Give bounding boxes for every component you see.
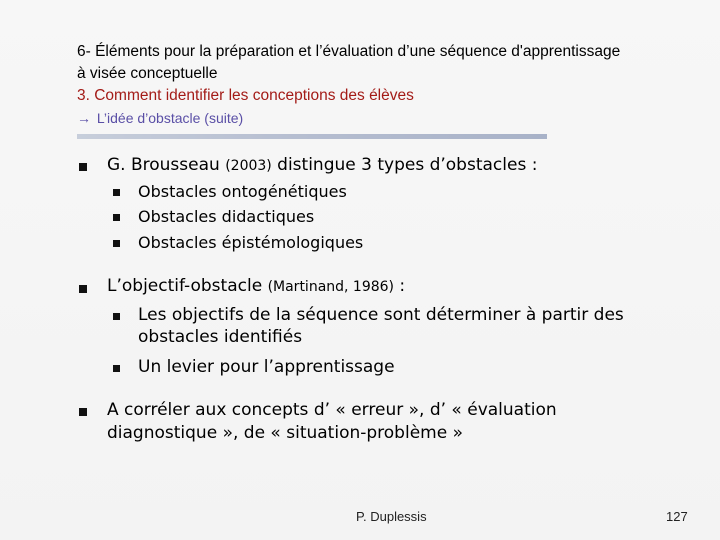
slide-header xyxy=(77,41,707,129)
list-item-text: G. Brousseau xyxy=(107,155,226,175)
sub-item: Obstacles épistémologiques xyxy=(138,233,364,252)
list-item-brousseau xyxy=(107,155,537,175)
list-item-text: : xyxy=(394,276,406,296)
list-item-correler xyxy=(107,400,557,443)
sub-item: Obstacles didactiques xyxy=(138,207,315,226)
sub-item: Un levier pour l’apprentissage xyxy=(138,357,395,377)
slide-title-line1: 6- Éléments pour la préparation et l’évaluation d’une séquence d'apprentissage xyxy=(77,43,621,60)
footer-author: P. Duplessis xyxy=(356,509,427,524)
list-item-text: L’objectif-obstacle xyxy=(107,276,268,296)
sub-item-line: Les objectifs de la séquence sont déterminer à partir des xyxy=(138,305,624,325)
bullet-icon xyxy=(113,214,120,221)
slide-subtitle: 3. Comment identifier les conceptions des élèves xyxy=(77,87,414,104)
sub-item: Obstacles ontogénétiques xyxy=(138,182,347,201)
bullet-icon xyxy=(79,285,87,293)
bullet-icon xyxy=(113,313,120,320)
list-item-line: diagnostique », de « situation-problème » xyxy=(107,423,463,443)
bullet-icon xyxy=(113,240,120,247)
bullet-icon xyxy=(113,365,120,372)
list-item-line: A corréler aux concepts d’ « erreur », d’ « évaluation xyxy=(107,400,557,420)
sub-item xyxy=(138,305,624,347)
arrow-right-icon: → xyxy=(77,110,91,126)
list-item-objectif-obstacle xyxy=(107,276,405,296)
bullet-icon xyxy=(113,189,120,196)
slide-title-line2: à visée conceptuelle xyxy=(77,65,218,82)
sub-item-line: obstacles identifiés xyxy=(138,327,303,347)
citation: (Martinand, 1986) xyxy=(267,279,395,295)
page-number: 127 xyxy=(666,509,688,524)
bullet-icon xyxy=(79,163,87,171)
header-divider xyxy=(77,134,547,139)
slide-note xyxy=(77,107,707,129)
bullet-icon xyxy=(79,408,87,416)
citation: (2003) xyxy=(225,158,272,174)
slide-note-text: L’idée d’obstacle (suite) xyxy=(96,110,244,126)
list-item-text: distingue 3 types d’obstacles : xyxy=(271,155,538,175)
